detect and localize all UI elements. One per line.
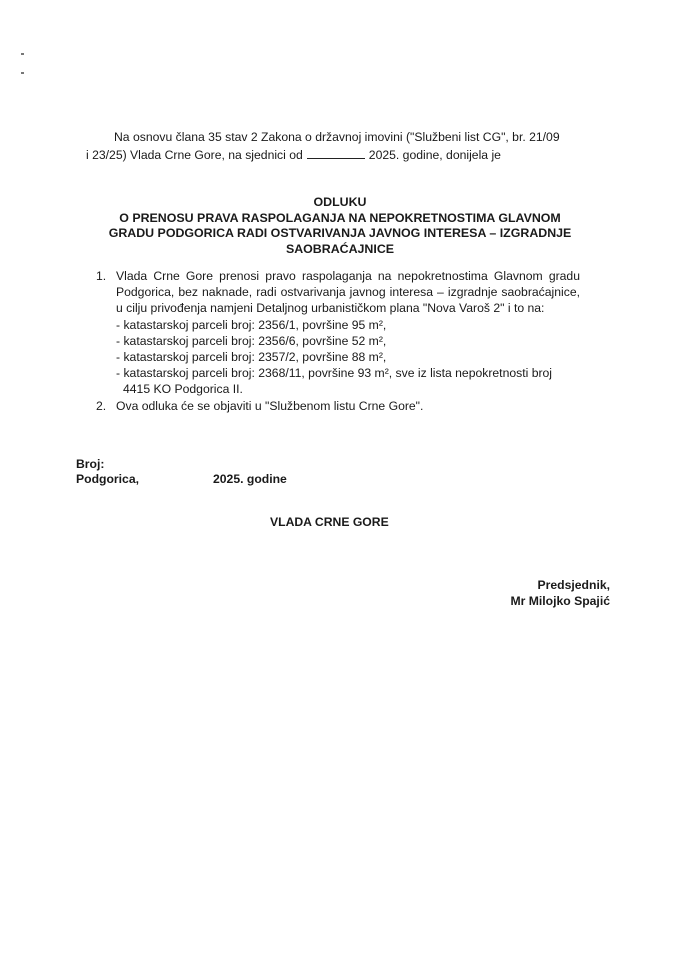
title-word: ODLUKU bbox=[313, 195, 367, 209]
scan-mark bbox=[21, 53, 24, 55]
title-line-1: O PRENOSU PRAVA RASPOLAGANJA NA NEPOKRETNOSTIMA GLAVNOM bbox=[119, 210, 561, 225]
broj-label: Broj: bbox=[76, 457, 105, 471]
parcel-entry: - katastarskoj parceli broj: 2356/6, površine 52 m², bbox=[116, 333, 387, 348]
parcel-entry-continued: 4415 KO Podgorica II. bbox=[123, 382, 243, 397]
list-item bbox=[92, 398, 580, 414]
president-name: Mr Milojko Spajić bbox=[510, 594, 610, 608]
parcel-entry: - katastarskoj parceli broj: 2357/2, površine 88 m², bbox=[116, 350, 387, 365]
intro-line-2-end: 2025. godine, donijela je bbox=[368, 148, 501, 162]
title-line-2: GRADU PODGORICA RADI OSTVARIVANJA JAVNOG INTERESA – IZGRADNJE bbox=[108, 226, 572, 240]
parcel-entry: - katastarskoj parceli broj: 2368/11, površine 93 m², sve iz lista nepokretnosti broj bbox=[116, 366, 553, 381]
intro-line-2-start: i 23/25) Vlada Crne Gore, na sjednici od bbox=[86, 148, 303, 162]
date-year: 2025. godine bbox=[213, 472, 287, 486]
list-item bbox=[92, 268, 580, 398]
scan-mark bbox=[21, 72, 24, 74]
government-name: VLADA CRNE GORE bbox=[270, 515, 389, 529]
place-label: Podgorica, bbox=[76, 472, 139, 486]
item-text: Vlada Crne Gore prenosi pravo raspolaganja na nepokretnostima Glavnom gradu Podgorica, bez naknade, radi ostvarivanja javnog interesa – izgradnje saobraćajnice, u cilju privođenja namjeni Detaljnog urbanističkom plana "Nova Varoš 2" i to na: bbox=[116, 269, 580, 316]
item-number: 1. bbox=[96, 269, 107, 283]
session-date-blank bbox=[307, 148, 365, 159]
item-text: Ova odluka će se objaviti u "Službenom listu Crne Gore". bbox=[116, 398, 424, 413]
decision-items bbox=[92, 268, 580, 414]
president-title: Predsjednik, bbox=[537, 578, 610, 592]
intro-paragraph bbox=[86, 128, 594, 164]
decision-title bbox=[70, 195, 610, 257]
item-number: 2. bbox=[96, 398, 107, 413]
parcel-entry: - katastarskoj parceli broj: 2356/1, površine 95 m², bbox=[116, 317, 387, 332]
title-line-3: SAOBRAĆAJNICE bbox=[285, 241, 395, 256]
intro-line-1: Na osnovu člana 35 stav 2 Zakona o državnoj imovini ("Službeni list CG", br. 21/09 bbox=[114, 130, 560, 144]
